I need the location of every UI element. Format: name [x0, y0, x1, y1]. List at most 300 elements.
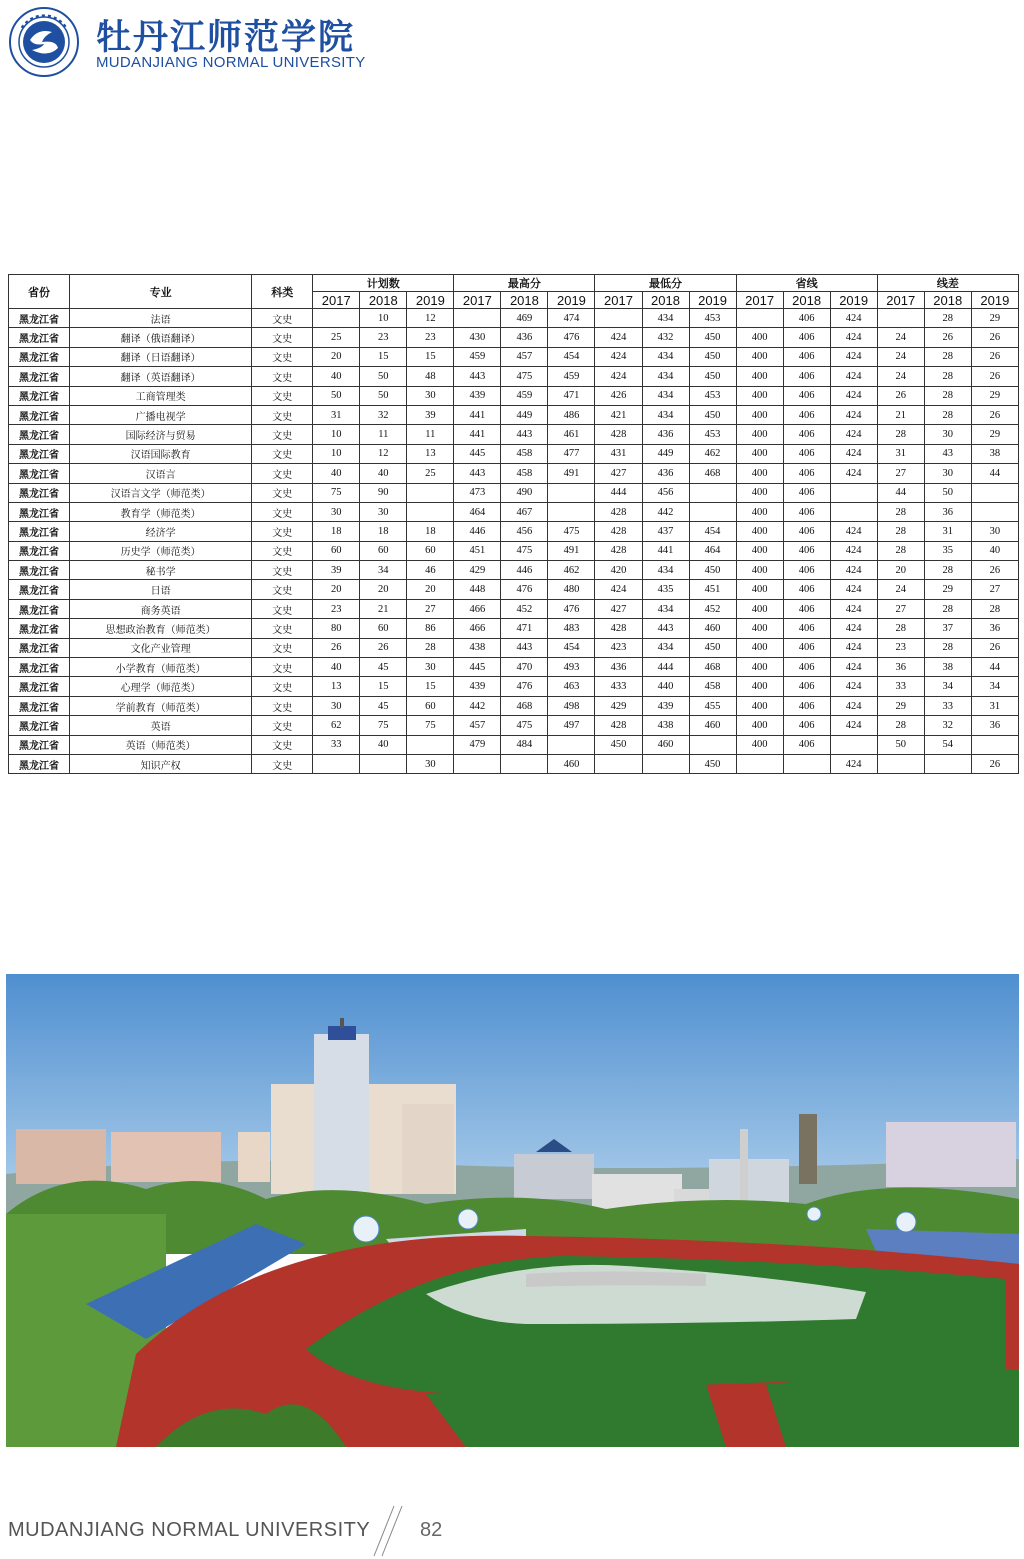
- cell-category: 文史: [252, 483, 313, 502]
- table-row: [9, 599, 1019, 618]
- cell-value: [595, 754, 642, 773]
- cell-value: 30: [407, 658, 454, 677]
- cell-value: 48: [407, 367, 454, 386]
- table-row: [9, 716, 1019, 735]
- cell-major: 思想政治教育（师范类）: [70, 619, 252, 638]
- cell-value: 50: [877, 735, 924, 754]
- header: [8, 6, 368, 78]
- cell-value: 443: [454, 367, 501, 386]
- header-year: 2018: [783, 292, 830, 309]
- cell-value: 420: [595, 561, 642, 580]
- cell-value: 50: [313, 386, 360, 405]
- cell-value: 406: [783, 580, 830, 599]
- cell-value: 40: [360, 464, 407, 483]
- cell-value: [830, 502, 877, 521]
- cell-value: 453: [689, 309, 736, 328]
- table-row: [9, 541, 1019, 560]
- cell-value: 454: [548, 347, 595, 366]
- cell-value: 62: [313, 716, 360, 735]
- cell-value: 30: [924, 425, 971, 444]
- cell-category: 文史: [252, 638, 313, 657]
- cell-province: 黑龙江省: [9, 561, 70, 580]
- cell-category: 文史: [252, 716, 313, 735]
- cell-value: 427: [595, 599, 642, 618]
- header-year: 2019: [689, 292, 736, 309]
- cell-value: 464: [454, 502, 501, 521]
- cell-value: 460: [689, 619, 736, 638]
- cell-major: 汉语言文学（师范类）: [70, 483, 252, 502]
- cell-major: 汉语国际教育: [70, 444, 252, 463]
- cell-value: 406: [783, 464, 830, 483]
- cell-value: 29: [971, 309, 1018, 328]
- cell-value: 436: [501, 328, 548, 347]
- cell-value: 54: [924, 735, 971, 754]
- cell-province: 黑龙江省: [9, 580, 70, 599]
- cell-value: 476: [548, 328, 595, 347]
- cell-value: 477: [548, 444, 595, 463]
- cell-value: 400: [736, 522, 783, 541]
- cell-value: 473: [454, 483, 501, 502]
- cell-value: 498: [548, 696, 595, 715]
- table-row: [9, 754, 1019, 773]
- cell-value: 36: [971, 716, 1018, 735]
- cell-value: 444: [595, 483, 642, 502]
- cell-value: 475: [501, 541, 548, 560]
- cell-value: 32: [924, 716, 971, 735]
- cell-value: 424: [830, 328, 877, 347]
- table-row: [9, 309, 1019, 328]
- cell-value: 406: [783, 735, 830, 754]
- cell-value: [360, 754, 407, 773]
- cell-value: 13: [313, 677, 360, 696]
- table-row: [9, 619, 1019, 638]
- cell-value: 30: [971, 522, 1018, 541]
- table-row: [9, 522, 1019, 541]
- cell-category: 文史: [252, 328, 313, 347]
- header-province: 省份: [9, 275, 70, 309]
- cell-value: 21: [360, 599, 407, 618]
- cell-value: 36: [877, 658, 924, 677]
- cell-value: 439: [454, 677, 501, 696]
- cell-value: 33: [924, 696, 971, 715]
- cell-value: 493: [548, 658, 595, 677]
- cell-value: 400: [736, 425, 783, 444]
- cell-value: 25: [313, 328, 360, 347]
- cell-value: [313, 309, 360, 328]
- cell-value: 459: [501, 386, 548, 405]
- cell-major: 文化产业管理: [70, 638, 252, 657]
- cell-province: 黑龙江省: [9, 502, 70, 521]
- cell-major: 商务英语: [70, 599, 252, 618]
- cell-value: 424: [830, 522, 877, 541]
- cell-value: 476: [501, 580, 548, 599]
- cell-value: 10: [313, 425, 360, 444]
- cell-category: 文史: [252, 444, 313, 463]
- cell-value: 20: [313, 347, 360, 366]
- cell-value: 28: [924, 367, 971, 386]
- header-year: 2017: [595, 292, 642, 309]
- cell-value: 400: [736, 483, 783, 502]
- cell-value: 424: [830, 638, 877, 657]
- cell-value: 442: [454, 696, 501, 715]
- cell-value: 450: [689, 754, 736, 773]
- cell-major: 经济学: [70, 522, 252, 541]
- cell-value: [877, 754, 924, 773]
- cell-value: 24: [877, 328, 924, 347]
- cell-value: 31: [971, 696, 1018, 715]
- cell-value: 448: [454, 580, 501, 599]
- cell-province: 黑龙江省: [9, 386, 70, 405]
- cell-value: 424: [830, 580, 877, 599]
- cell-value: 443: [642, 619, 689, 638]
- table-row: [9, 425, 1019, 444]
- table-row: [9, 328, 1019, 347]
- cell-value: 75: [360, 716, 407, 735]
- cell-value: 442: [642, 502, 689, 521]
- cell-value: 446: [501, 561, 548, 580]
- cell-value: 468: [689, 658, 736, 677]
- cell-value: 436: [642, 425, 689, 444]
- footer-divider-icon: [360, 1504, 410, 1558]
- cell-value: 426: [595, 386, 642, 405]
- cell-value: 439: [642, 696, 689, 715]
- cell-value: 26: [360, 638, 407, 657]
- cell-value: 28: [924, 386, 971, 405]
- cell-value: [548, 502, 595, 521]
- cell-value: 400: [736, 716, 783, 735]
- cell-value: 428: [595, 541, 642, 560]
- cell-value: 467: [501, 502, 548, 521]
- cell-value: 406: [783, 619, 830, 638]
- cell-major: 英语: [70, 716, 252, 735]
- cell-category: 文史: [252, 367, 313, 386]
- cell-value: 450: [689, 347, 736, 366]
- cell-value: 424: [830, 405, 877, 424]
- cell-value: 450: [689, 367, 736, 386]
- cell-province: 黑龙江省: [9, 522, 70, 541]
- cell-value: 40: [313, 464, 360, 483]
- cell-major: 英语（师范类）: [70, 735, 252, 754]
- cell-value: 90: [360, 483, 407, 502]
- cell-value: 424: [830, 754, 877, 773]
- cell-value: 406: [783, 309, 830, 328]
- cell-value: 476: [501, 677, 548, 696]
- table-row: [9, 367, 1019, 386]
- cell-value: 458: [501, 444, 548, 463]
- cell-value: [407, 735, 454, 754]
- cell-category: 文史: [252, 386, 313, 405]
- cell-major: 工商管理类: [70, 386, 252, 405]
- cell-value: 23: [877, 638, 924, 657]
- cell-value: 476: [548, 599, 595, 618]
- cell-value: 428: [595, 522, 642, 541]
- cell-value: 400: [736, 638, 783, 657]
- cell-value: [313, 754, 360, 773]
- header-year: 2018: [501, 292, 548, 309]
- cell-value: 471: [501, 619, 548, 638]
- cell-value: 400: [736, 619, 783, 638]
- cell-province: 黑龙江省: [9, 347, 70, 366]
- cell-value: 456: [642, 483, 689, 502]
- cell-major: 翻译（俄语翻译）: [70, 328, 252, 347]
- cell-value: 427: [595, 464, 642, 483]
- cell-value: 434: [642, 347, 689, 366]
- cell-value: 421: [595, 405, 642, 424]
- table-row: [9, 658, 1019, 677]
- cell-value: 400: [736, 502, 783, 521]
- cell-value: 459: [548, 367, 595, 386]
- cell-value: 491: [548, 541, 595, 560]
- cell-province: 黑龙江省: [9, 328, 70, 347]
- cell-value: 424: [595, 328, 642, 347]
- cell-value: 452: [689, 599, 736, 618]
- cell-value: 466: [454, 599, 501, 618]
- cell-value: 470: [501, 658, 548, 677]
- cell-value: 28: [877, 541, 924, 560]
- cell-value: 86: [407, 619, 454, 638]
- cell-value: 23: [360, 328, 407, 347]
- cell-value: 400: [736, 541, 783, 560]
- cell-value: 15: [360, 347, 407, 366]
- cell-value: 28: [877, 716, 924, 735]
- cell-value: [595, 309, 642, 328]
- cell-value: 431: [595, 444, 642, 463]
- cell-value: 39: [407, 405, 454, 424]
- university-name-cn: 牡丹江师范学院: [96, 17, 356, 58]
- cell-value: 12: [407, 309, 454, 328]
- cell-value: 428: [595, 502, 642, 521]
- cell-value: 460: [689, 716, 736, 735]
- cell-province: 黑龙江省: [9, 619, 70, 638]
- cell-value: 406: [783, 328, 830, 347]
- cell-value: 424: [595, 580, 642, 599]
- cell-value: 462: [689, 444, 736, 463]
- cell-value: 45: [360, 658, 407, 677]
- cell-category: 文史: [252, 347, 313, 366]
- cell-value: 450: [689, 561, 736, 580]
- cell-value: 400: [736, 464, 783, 483]
- cell-value: [736, 309, 783, 328]
- cell-value: 497: [548, 716, 595, 735]
- cell-value: 10: [313, 444, 360, 463]
- cell-value: 450: [595, 735, 642, 754]
- cell-value: 457: [454, 716, 501, 735]
- cell-value: 459: [454, 347, 501, 366]
- cell-province: 黑龙江省: [9, 735, 70, 754]
- cell-category: 文史: [252, 580, 313, 599]
- cell-value: 436: [595, 658, 642, 677]
- cell-value: 28: [877, 502, 924, 521]
- header-year: 2017: [736, 292, 783, 309]
- cell-value: 26: [924, 328, 971, 347]
- cell-value: 25: [407, 464, 454, 483]
- cell-value: 15: [407, 347, 454, 366]
- cell-value: 436: [642, 464, 689, 483]
- cell-value: 24: [877, 347, 924, 366]
- cell-value: 441: [454, 405, 501, 424]
- cell-value: 20: [313, 580, 360, 599]
- cell-value: 60: [360, 619, 407, 638]
- table-row: [9, 580, 1019, 599]
- cell-value: 18: [313, 522, 360, 541]
- table-row: [9, 502, 1019, 521]
- cell-value: 424: [830, 367, 877, 386]
- cell-value: 28: [877, 619, 924, 638]
- cell-value: 26: [971, 638, 1018, 657]
- cell-category: 文史: [252, 658, 313, 677]
- cell-value: 441: [454, 425, 501, 444]
- campus-photo: [6, 974, 1019, 1447]
- cell-province: 黑龙江省: [9, 754, 70, 773]
- campus-sports-ceremony-photo: [6, 974, 1019, 1447]
- cell-value: 455: [689, 696, 736, 715]
- header-year: 2019: [407, 292, 454, 309]
- header-max-score: 最高分: [454, 275, 595, 292]
- cell-value: 486: [548, 405, 595, 424]
- cell-value: 433: [595, 677, 642, 696]
- cell-value: 20: [877, 561, 924, 580]
- cell-value: 26: [313, 638, 360, 657]
- cell-value: 450: [689, 638, 736, 657]
- cell-value: 429: [595, 696, 642, 715]
- cell-value: 75: [313, 483, 360, 502]
- cell-major: 学前教育（师范类）: [70, 696, 252, 715]
- cell-value: 445: [454, 658, 501, 677]
- table-row: [9, 561, 1019, 580]
- cell-value: 36: [971, 619, 1018, 638]
- cell-value: 44: [877, 483, 924, 502]
- header-provincial-line: 省线: [736, 275, 877, 292]
- cell-value: 439: [454, 386, 501, 405]
- cell-major: 小学教育（师范类）: [70, 658, 252, 677]
- cell-value: 424: [830, 658, 877, 677]
- cell-value: 18: [407, 522, 454, 541]
- cell-value: 428: [595, 619, 642, 638]
- cell-major: 知识产权: [70, 754, 252, 773]
- cell-value: 474: [548, 309, 595, 328]
- cell-value: 434: [642, 561, 689, 580]
- cell-value: 400: [736, 677, 783, 696]
- cell-value: 406: [783, 677, 830, 696]
- cell-value: 10: [360, 309, 407, 328]
- cell-value: 400: [736, 386, 783, 405]
- cell-category: 文史: [252, 425, 313, 444]
- cell-value: [407, 483, 454, 502]
- cell-value: 43: [924, 444, 971, 463]
- cell-value: 28: [877, 425, 924, 444]
- footer-university-name: MUDANJIANG NORMAL UNIVERSITY: [8, 1519, 371, 1541]
- cell-category: 文史: [252, 735, 313, 754]
- cell-value: 406: [783, 658, 830, 677]
- table-row: [9, 735, 1019, 754]
- cell-value: 27: [407, 599, 454, 618]
- cell-value: 406: [783, 483, 830, 502]
- cell-value: 406: [783, 599, 830, 618]
- cell-category: 文史: [252, 677, 313, 696]
- cell-major: 翻译（日语翻译）: [70, 347, 252, 366]
- cell-value: 400: [736, 367, 783, 386]
- cell-value: 400: [736, 347, 783, 366]
- cell-value: 29: [971, 386, 1018, 405]
- cell-value: 406: [783, 541, 830, 560]
- cell-value: 490: [501, 483, 548, 502]
- cell-value: 443: [501, 638, 548, 657]
- cell-value: 406: [783, 444, 830, 463]
- cell-value: 424: [830, 619, 877, 638]
- cell-value: 11: [360, 425, 407, 444]
- cell-value: 400: [736, 444, 783, 463]
- cell-value: 27: [877, 464, 924, 483]
- cell-category: 文史: [252, 522, 313, 541]
- cell-value: 400: [736, 405, 783, 424]
- cell-province: 黑龙江省: [9, 696, 70, 715]
- cell-major: 国际经济与贸易: [70, 425, 252, 444]
- cell-value: 484: [501, 735, 548, 754]
- cell-value: 424: [595, 367, 642, 386]
- cell-value: 406: [783, 716, 830, 735]
- cell-value: 39: [313, 561, 360, 580]
- cell-value: 453: [689, 425, 736, 444]
- cell-category: 文史: [252, 502, 313, 521]
- cell-value: 30: [924, 464, 971, 483]
- cell-value: [689, 502, 736, 521]
- table-row: [9, 386, 1019, 405]
- cell-value: 450: [689, 405, 736, 424]
- cell-value: 449: [501, 405, 548, 424]
- cell-value: 400: [736, 658, 783, 677]
- cell-province: 黑龙江省: [9, 444, 70, 463]
- cell-value: 438: [642, 716, 689, 735]
- cell-value: 24: [877, 580, 924, 599]
- cell-value: 468: [501, 696, 548, 715]
- cell-value: 454: [548, 638, 595, 657]
- cell-value: 28: [971, 599, 1018, 618]
- cell-value: 15: [407, 677, 454, 696]
- cell-value: 440: [642, 677, 689, 696]
- cell-value: 44: [971, 658, 1018, 677]
- cell-value: 28: [924, 599, 971, 618]
- cell-value: 28: [877, 522, 924, 541]
- cell-province: 黑龙江省: [9, 658, 70, 677]
- cell-value: 475: [501, 716, 548, 735]
- cell-value: 60: [313, 541, 360, 560]
- table-row: [9, 444, 1019, 463]
- cell-major: 法语: [70, 309, 252, 328]
- cell-province: 黑龙江省: [9, 638, 70, 657]
- cell-value: 29: [877, 696, 924, 715]
- cell-value: 28: [924, 638, 971, 657]
- cell-value: 26: [971, 405, 1018, 424]
- cell-value: 26: [971, 347, 1018, 366]
- cell-category: 文史: [252, 561, 313, 580]
- cell-value: 46: [407, 561, 454, 580]
- cell-value: 24: [877, 367, 924, 386]
- cell-value: 424: [830, 561, 877, 580]
- cell-value: 463: [548, 677, 595, 696]
- cell-value: 80: [313, 619, 360, 638]
- cell-value: 31: [313, 405, 360, 424]
- cell-value: 434: [642, 309, 689, 328]
- table-row: [9, 696, 1019, 715]
- cell-value: 60: [360, 541, 407, 560]
- admission-score-table: [8, 274, 1019, 774]
- cell-value: 424: [830, 696, 877, 715]
- cell-value: [830, 735, 877, 754]
- cell-value: 40: [360, 735, 407, 754]
- cell-value: 451: [454, 541, 501, 560]
- cell-value: 406: [783, 561, 830, 580]
- header-line-difference: 线差: [877, 275, 1018, 292]
